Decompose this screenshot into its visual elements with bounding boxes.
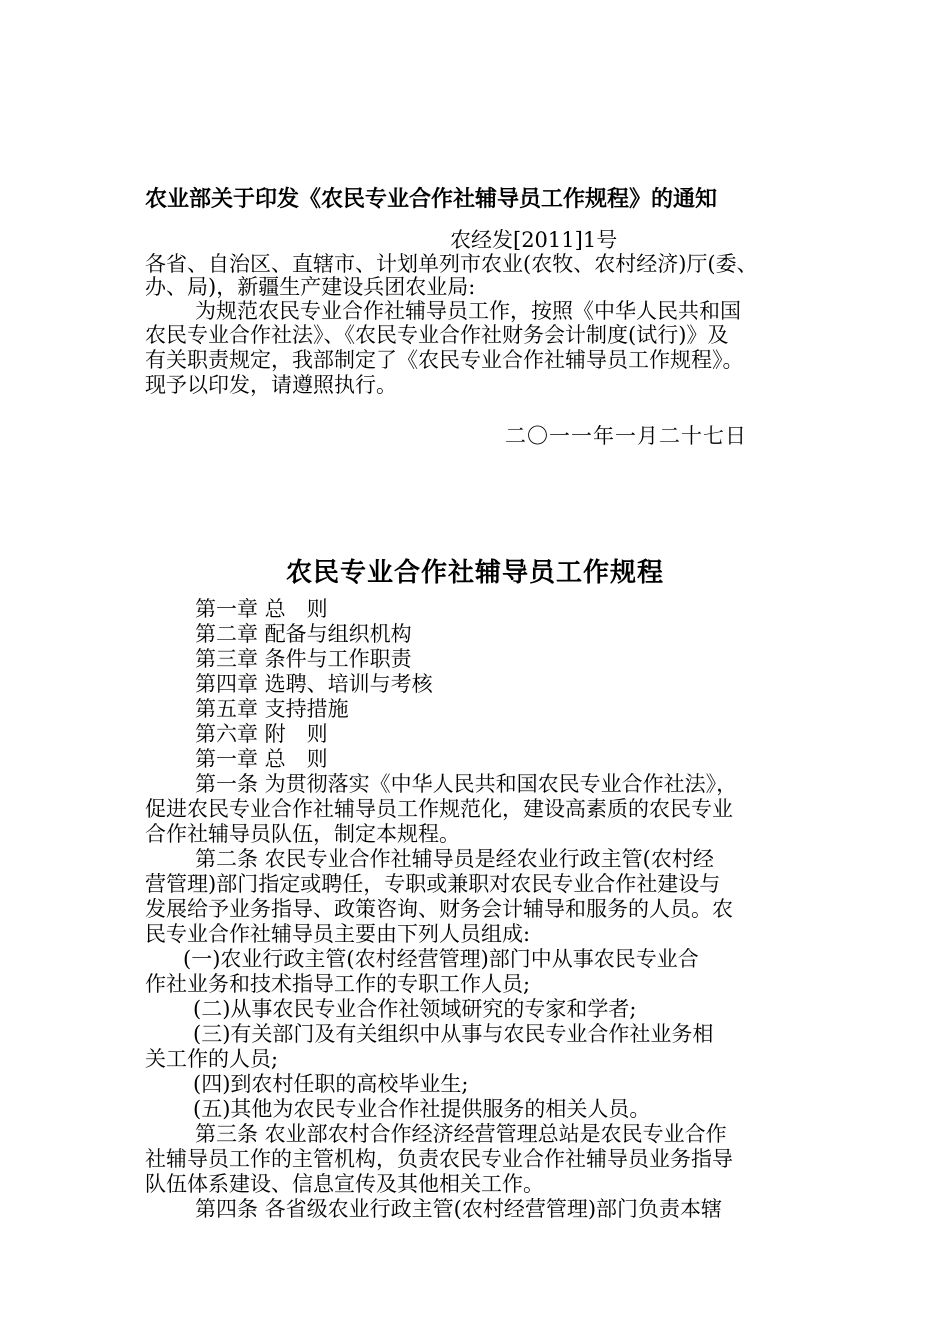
article-line: 促进农民专业合作社辅导员工作规范化，建设高素质的农民专业 (145, 797, 733, 821)
list-item: 关工作的人员; (145, 1047, 279, 1071)
article-line: 发展给予业务指导、政策咨询、财务会计辅导和服务的人员。农 (145, 897, 733, 921)
notice-body-line: 农民专业合作社法》、《农民专业合作社财务会计制度(试行)》及 (145, 323, 729, 347)
notice-title: 农业部关于印发《农民专业合作社辅导员工作规程》的通知 (145, 187, 718, 212)
article-line: 社辅导员工作的主管机构，负责农民专业合作社辅导员业务指导 (145, 1147, 733, 1171)
notice-body-line: 为规范农民专业合作社辅导员工作，按照《中华人民共和国 (195, 299, 741, 323)
article-line: 营管理)部门指定或聘任，专职或兼职对农民专业合作社建设与 (145, 872, 721, 896)
toc-item: 第四章 选聘、培训与考核 (195, 672, 433, 696)
article-line: 第一条 为贯彻落实《中华人民共和国农民专业合作社法》， (195, 772, 738, 796)
list-item: 作社业务和技术指导工作的专职工作人员; (145, 972, 531, 996)
addressee-line: 各省、自治区、直辖市、计划单列市农业(农牧、农村经济)厅(委、 (145, 252, 758, 276)
article-line: 队伍体系建设、信息宣传及其他相关工作。 (145, 1172, 544, 1196)
notice-body-line: 现予以印发，请遵照执行。 (145, 373, 397, 397)
regulation-title: 农民专业合作社辅导员工作规程 (285, 558, 664, 588)
toc-item: 第一章 总 则 (195, 597, 328, 621)
list-item: (三)有关部门及有关组织中从事与农民专业合作社业务相 (193, 1022, 714, 1046)
article-line: 民专业合作社辅导员主要由下列人员组成: (145, 922, 531, 946)
document-number: 农经发[2011]1号 (450, 228, 618, 252)
toc-item: 第二章 配备与组织机构 (195, 622, 412, 646)
toc-item: 第五章 支持措施 (195, 697, 349, 721)
chapter-heading: 第一章 总 则 (195, 747, 328, 771)
article-line: 第四条 各省级农业行政主管(农村经营管理)部门负责本辖 (195, 1197, 723, 1221)
article-line: 第二条 农民专业合作社辅导员是经农业行政主管(农村经 (195, 847, 714, 871)
notice-date: 二〇一一年一月二十七日 (505, 424, 747, 448)
list-item: (一)农业行政主管(农村经营管理)部门中从事农民专业合 (183, 947, 699, 971)
list-item: (二)从事农民专业合作社领域研究的专家和学者; (193, 997, 637, 1021)
list-item: (五)其他为农民专业合作社提供服务的相关人员。 (193, 1097, 651, 1121)
article-line: 第三条 农业部农村合作经济经营管理总站是农民专业合作 (195, 1122, 727, 1146)
addressee-line: 办、局)，新疆生产建设兵团农业局: (145, 275, 476, 299)
notice-body-line: 有关职责规定，我部制定了《农民专业合作社辅导员工作规程》。 (145, 348, 744, 372)
list-item: (四)到农村任职的高校毕业生; (193, 1072, 469, 1096)
toc-item: 第三章 条件与工作职责 (195, 647, 412, 671)
article-line: 合作社辅导员队伍，制定本规程。 (145, 822, 460, 846)
toc-item: 第六章 附 则 (195, 722, 328, 746)
